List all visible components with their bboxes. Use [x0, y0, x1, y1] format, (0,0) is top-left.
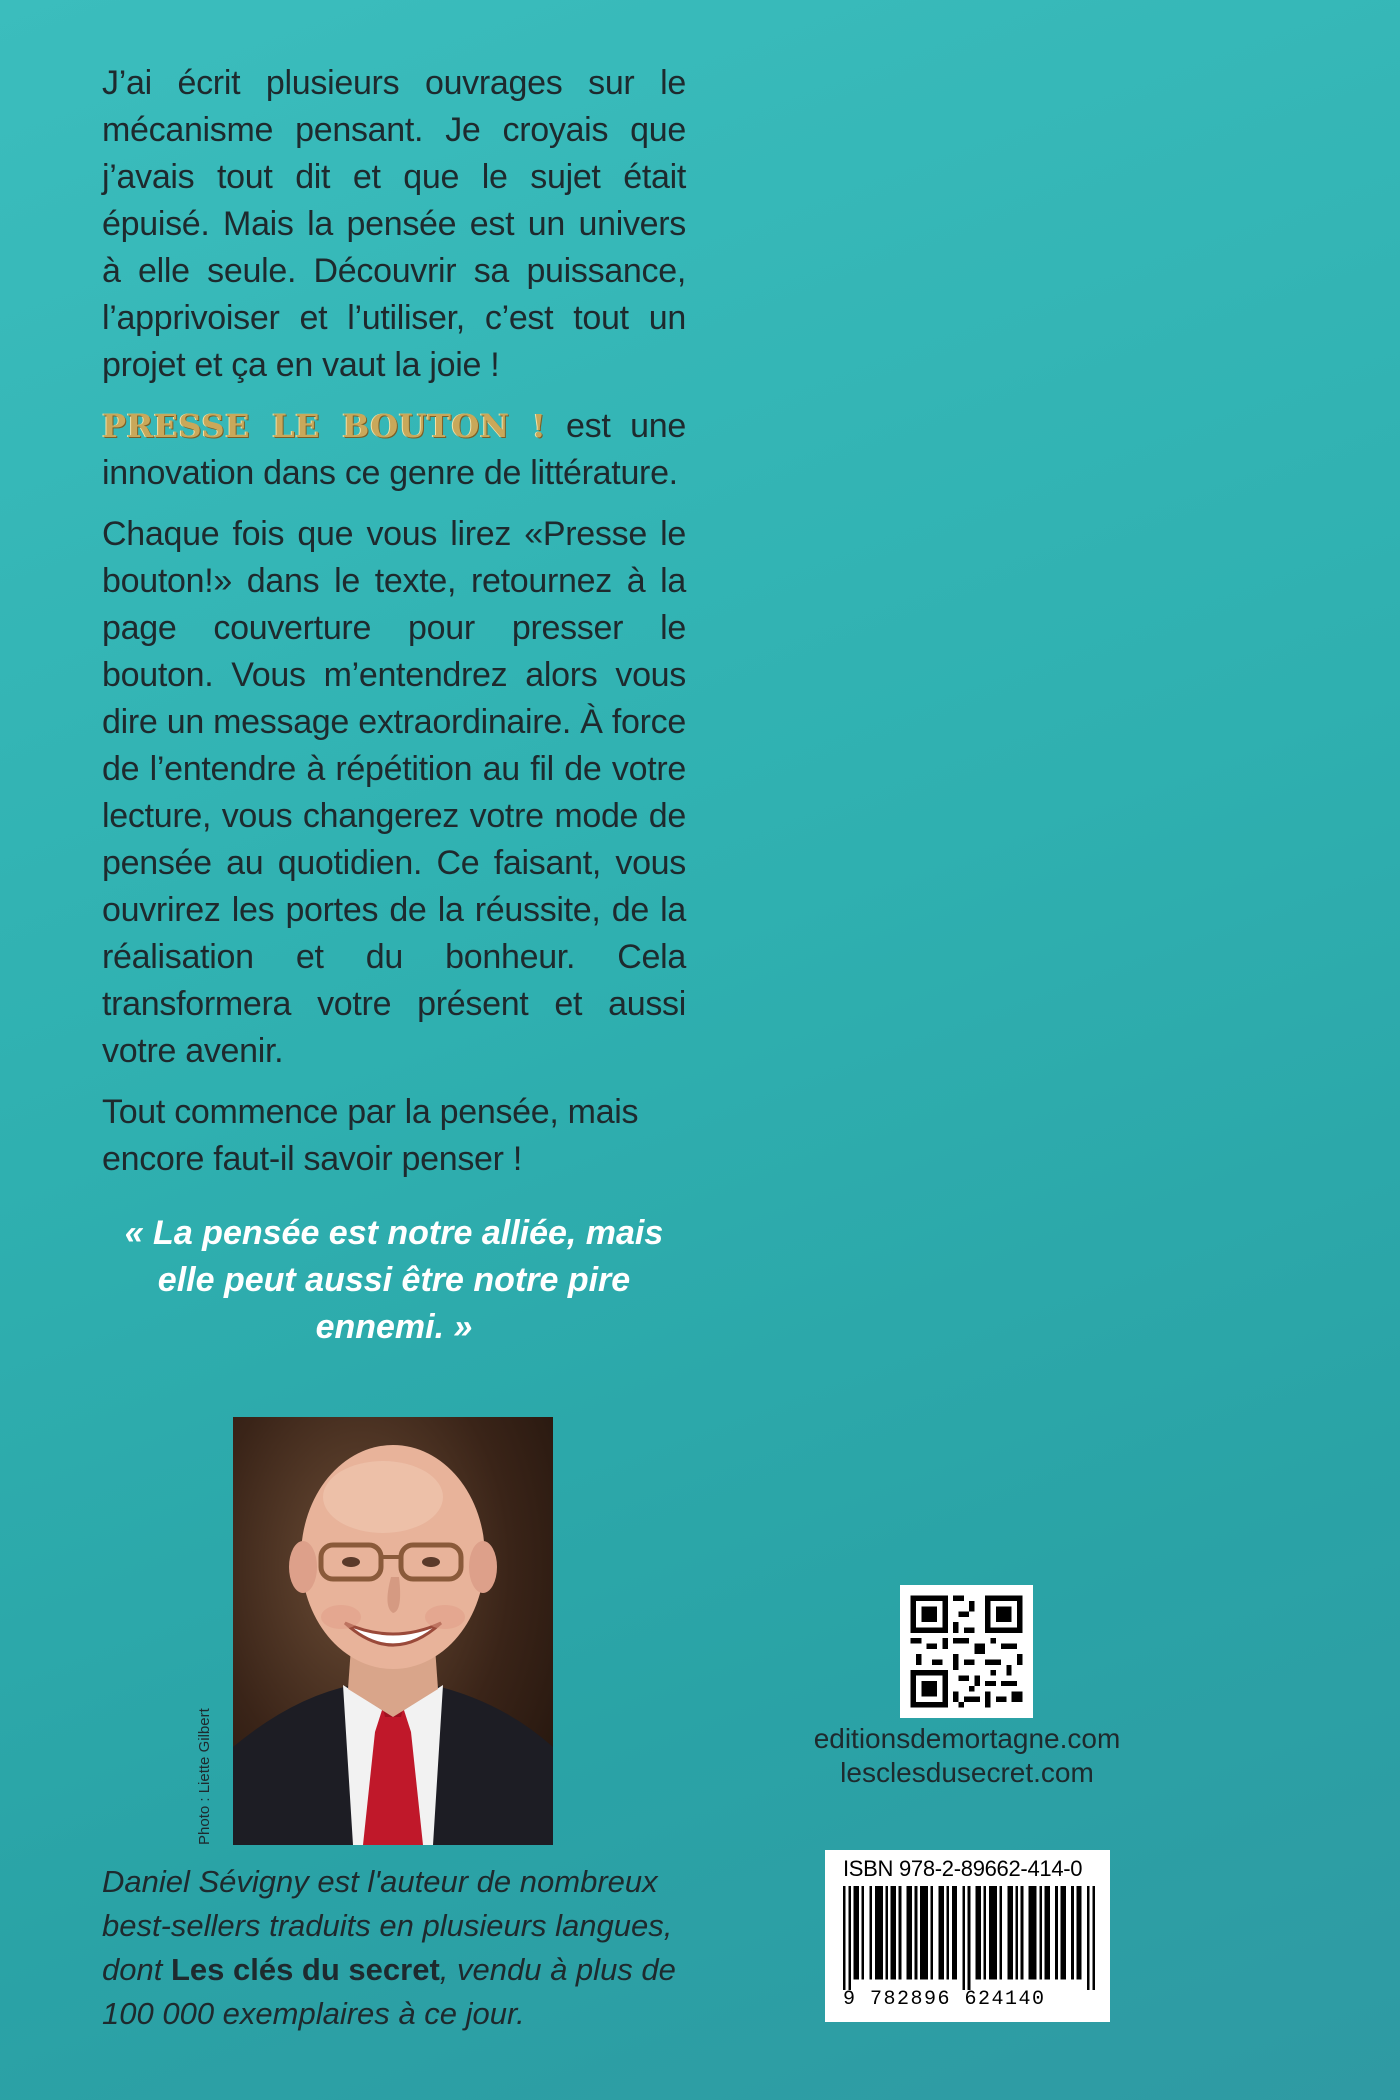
qr-code[interactable] — [900, 1585, 1033, 1718]
url-lescles[interactable]: lesclesdusecret.com — [840, 1757, 1094, 1788]
bio-text-2: , vendu à plus de 100 000 exemplaires à ce jour. — [102, 1952, 676, 2031]
innovation-paragraph — [102, 403, 686, 497]
author-bio — [102, 1860, 692, 2036]
photo-credit: Photo : Liette Gilbert — [196, 1708, 213, 1845]
author-photo — [233, 1417, 553, 1845]
isbn-barcode — [825, 1850, 1110, 2022]
presse-le-bouton-logo: PRESSE LE BOUTON ! — [102, 407, 547, 445]
instructions-paragraph: Chaque fois que vous lirez «Presse le bouton!» dans le texte, retournez à la page couverture pour presser le bouton. Vous m’entendrez alors vous dire un message extraordinaire. À force de l’entendre à répétition au fil de votre lecture, vous changerez votre mode de pensée au quotidien. Ce faisant, vous ouvrirez les portes de la réussite, de la réalisation et du bonheur. Cela transformera votre présent et aussi votre avenir. — [102, 515, 686, 1070]
bio-text-1: Daniel Sévigny est l'auteur de nombreux best-sellers traduits en plusieurs langues, dont — [102, 1864, 673, 1987]
book-title: Les clés du secret — [170, 1952, 440, 1987]
url-editions[interactable]: editionsdemortagne.com — [813, 1723, 1121, 1754]
back-cover-text — [102, 60, 686, 1197]
closing-paragraph: Tout commence par la pensée, mais encore faut-il savoir penser ! — [102, 1093, 639, 1178]
barcode-bars — [843, 1886, 1095, 1990]
intro-paragraph: J’ai écrit plusieurs ouvrages sur le mécanisme pensant. Je croyais que j’avais tout dit et que le sujet était épuisé. Mais la pensée est un univers à elle seule. Découvrir sa puissance, l’apprivoiser et l’utiliser, c’est tout un projet et ça en vaut la joie ! — [102, 64, 686, 384]
isbn-label: ISBN 978-2-89662-414-0 — [843, 1856, 1083, 1881]
innovation-text: est une innovation dans ce genre de littérature. — [102, 407, 687, 492]
pull-quote: « La pensée est notre alliée, mais elle peut aussi être notre pire ennemi. » — [124, 1214, 664, 1346]
barcode-digits: 9 782896 624140 — [843, 1988, 1046, 2011]
website-urls — [760, 1722, 1174, 1790]
